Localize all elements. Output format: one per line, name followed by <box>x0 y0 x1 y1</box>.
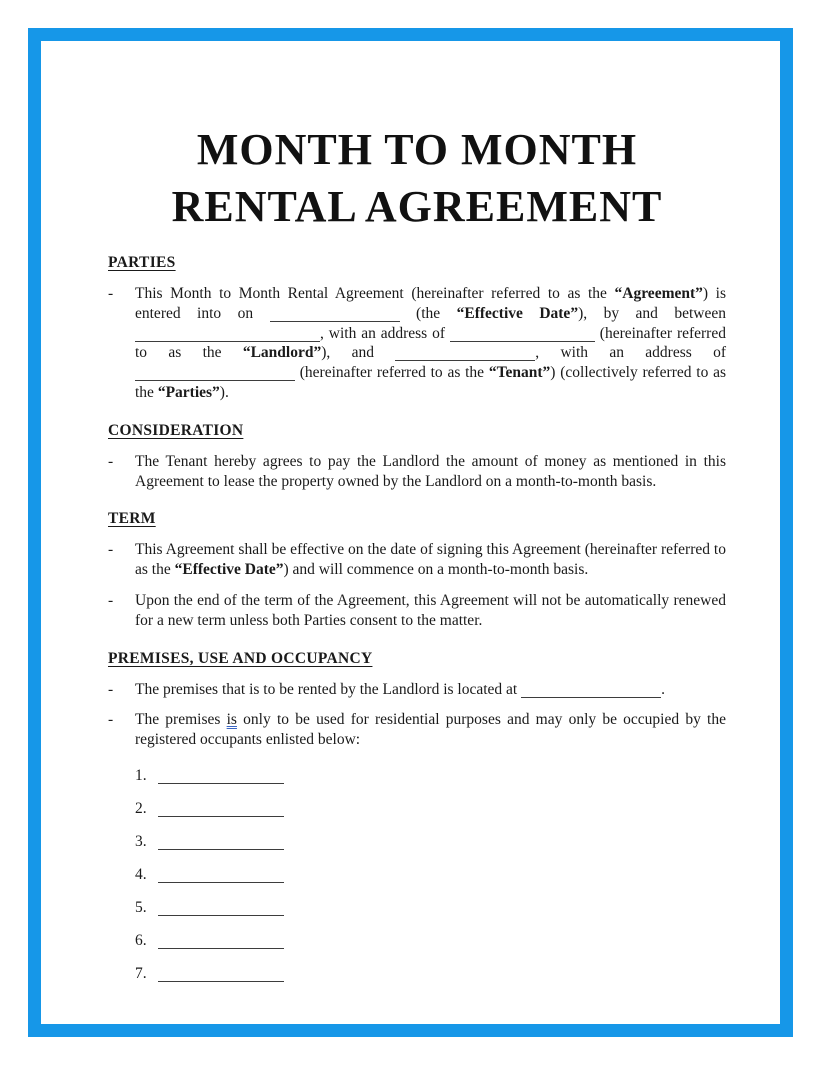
occupant-row <box>135 898 726 918</box>
document-title-line1: MONTH TO MONTH <box>196 125 638 174</box>
fill-in-blank <box>135 367 295 381</box>
sections-container <box>108 253 726 984</box>
occupant-fill-in-blank <box>158 770 284 784</box>
text-run: This Agreement shall be effective on the date of signing this Agreement (hereinafter referred to as the <box>135 541 726 579</box>
text-run: , with an address of <box>535 344 726 362</box>
occupant-list <box>135 766 726 984</box>
section-heading: PARTIES <box>108 254 176 271</box>
occupant-number: 6. <box>135 931 147 949</box>
clause-paragraph <box>108 284 726 403</box>
clause-paragraph <box>108 710 726 750</box>
text-run: This Month to Month Rental Agreement (hereinafter referred to as the <box>135 285 615 302</box>
clause-paragraph <box>108 540 726 580</box>
occupant-row <box>135 799 726 819</box>
clause-paragraph <box>108 680 726 700</box>
occupant-fill-in-blank <box>158 836 284 850</box>
occupant-number: 5. <box>135 898 147 916</box>
paragraph-text <box>135 540 726 580</box>
fill-in-blank <box>521 683 661 697</box>
occupant-fill-in-blank <box>158 902 284 916</box>
paragraph-text <box>135 591 726 631</box>
bullet-dash: - <box>108 680 114 698</box>
bold-text: “Effective Date” <box>456 304 579 322</box>
section-heading: TERM <box>108 510 156 528</box>
bullet-dash: - <box>108 591 114 609</box>
text-run: The premises that is to be rented by the Landlord is located at <box>135 680 522 698</box>
text-run: (hereinafter referred to as the <box>135 324 726 362</box>
occupant-number: 4. <box>135 865 147 883</box>
document-content <box>108 41 726 997</box>
occupant-row <box>135 931 726 951</box>
grammar-flagged-word: is <box>226 711 237 729</box>
bold-text: “Landlord” <box>242 344 322 362</box>
occupant-fill-in-blank <box>158 869 284 883</box>
bold-text: “Parties” <box>157 383 220 401</box>
fill-in-blank <box>270 308 400 322</box>
document-title <box>108 121 726 235</box>
fill-in-blank <box>395 347 535 361</box>
occupant-row <box>135 865 726 885</box>
paragraph-text <box>135 284 726 403</box>
text-run: ) is entered into on <box>135 285 726 322</box>
text-run: The Tenant hereby agrees to pay the Landlord the amount of money as mentioned in this Agreement to lease the property owned by the Landlord on a month-to-month basis. <box>135 452 726 490</box>
bold-text: “Agreement” <box>614 285 703 302</box>
bullet-dash: - <box>108 711 114 729</box>
paragraph-text <box>135 680 726 700</box>
section-heading: CONSIDERATION <box>108 421 244 439</box>
text-run: Upon the end of the term of the Agreement, this Agreement will not be automatically renewed for a new term unless both Parties consent to the matter. <box>135 591 726 629</box>
occupant-number: 3. <box>135 832 147 850</box>
text-run: ). <box>219 383 229 401</box>
occupant-row <box>135 766 726 786</box>
text-run: The premises <box>135 711 227 729</box>
clause-paragraph <box>108 591 726 631</box>
section-heading: PREMISES, USE AND OCCUPANCY <box>108 649 373 667</box>
occupant-number: 2. <box>135 799 147 817</box>
bullet-dash: - <box>108 285 114 302</box>
text-run: (the <box>399 304 457 322</box>
text-run: ), by and between <box>578 304 726 322</box>
text-run: , with an address of <box>320 324 450 342</box>
text-run: (hereinafter referred to as the <box>295 364 489 382</box>
occupant-fill-in-blank <box>158 935 284 949</box>
occupant-number: 7. <box>135 964 147 982</box>
clause-paragraph <box>108 452 726 492</box>
occupant-fill-in-blank <box>158 803 284 817</box>
occupant-row <box>135 964 726 984</box>
text-run: ) and will commence on a month-to-month basis. <box>283 561 589 579</box>
bullet-dash: - <box>108 541 114 559</box>
occupant-row <box>135 832 726 852</box>
bold-text: “Tenant” <box>488 364 551 382</box>
occupant-number: 1. <box>135 766 147 784</box>
paragraph-text <box>135 452 726 492</box>
fill-in-blank <box>450 327 595 341</box>
bullet-dash: - <box>108 452 114 470</box>
text-run: only to be used for residential purposes and may only be occupied by the registered occupants enlisted below: <box>135 711 726 749</box>
fill-in-blank <box>135 327 320 341</box>
bold-text: “Effective Date” <box>174 561 284 579</box>
paragraph-text <box>135 710 726 750</box>
document-title-line2: RENTAL AGREEMENT <box>171 182 663 231</box>
occupant-fill-in-blank <box>158 968 284 982</box>
text-run: . <box>661 680 665 698</box>
text-run: ) (collectively referred to as the <box>135 364 726 401</box>
text-run: ), and <box>321 344 396 362</box>
